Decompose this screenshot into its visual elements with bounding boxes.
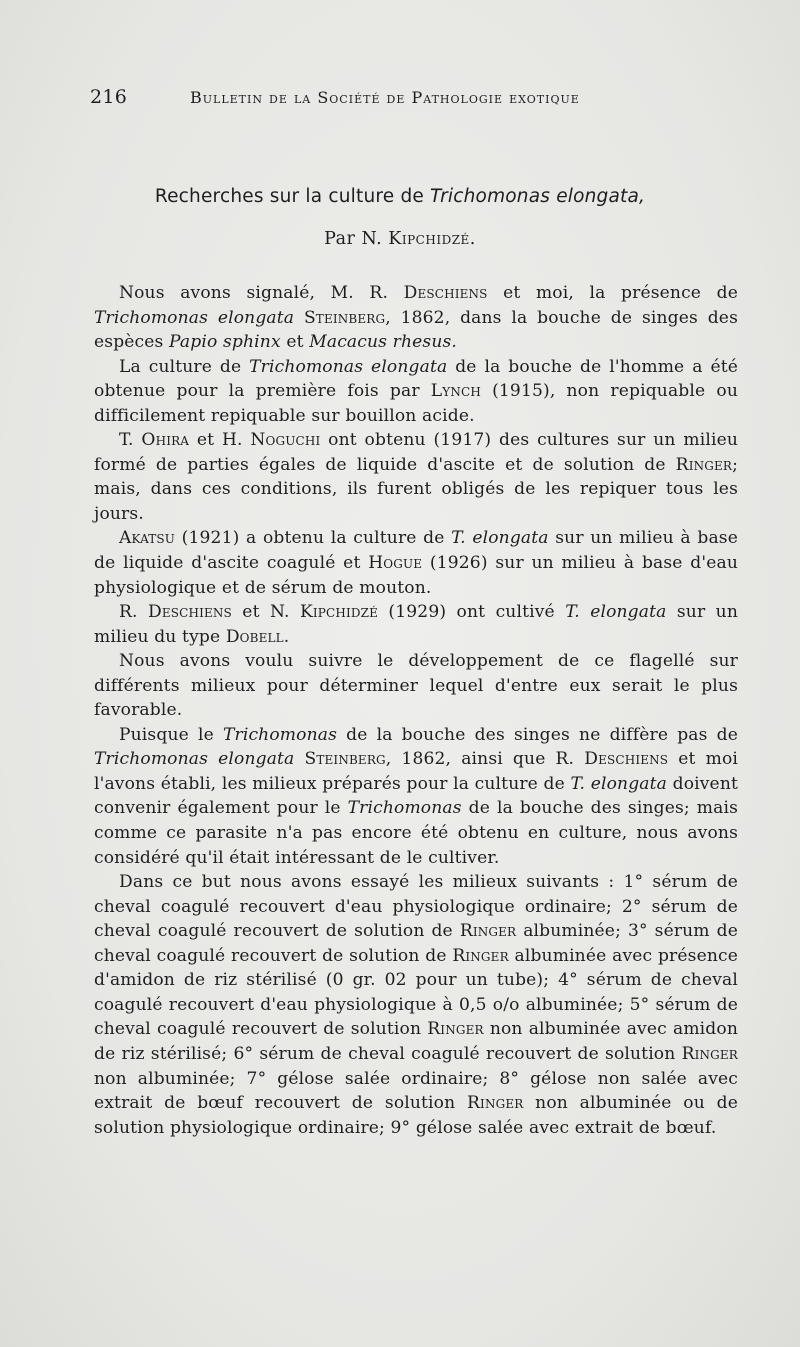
- author-name: Ringer: [427, 1019, 484, 1040]
- title-species: Trichomonas elongata,: [430, 186, 646, 207]
- paragraph-text: sur un milieu à base de liquide d'ascite coagulé et: [94, 528, 738, 574]
- paragraph-text: albuminée avec présence d'amidon de riz stérilisé (0 gr. 02 pour un tube); 4° sérum de cheval coagulé recouvert d'eau physiologique à 0,5 o/o albuminée; 5° sérum de cheval coagulé recouvert de solution: [94, 945, 738, 1040]
- body-paragraph: [94, 723, 738, 870]
- paragraph-text: albuminée; 3° sérum de cheval coagulé recouvert de solution de: [94, 921, 738, 966]
- author-name: Hogue: [368, 553, 423, 574]
- author-name: Ringer: [675, 454, 733, 475]
- italic-term: Trichomonas elongata: [94, 749, 295, 770]
- italic-term: Trichomonas: [222, 724, 338, 745]
- paragraph-text: et moi, la présence de: [487, 283, 738, 303]
- paragraph-text: de la bouche des singes; mais comme ce parasite n'a pas encore été obtenu en culture, nous avons considéré qu'il était intéressant de le cultiver.: [94, 798, 738, 868]
- paragraph-text: et: [280, 332, 310, 353]
- author-name: Ringer: [452, 945, 509, 966]
- italic-term: T. elongata: [565, 602, 667, 623]
- paragraph-text: non albuminée avec amidon de riz stérilisé; 6° sérum de cheval coagulé recouvert de solution: [94, 1019, 738, 1064]
- paragraph-text: .: [283, 626, 290, 647]
- paragraph-text: La culture de: [119, 356, 250, 377]
- author-name: Ringer: [467, 1093, 524, 1114]
- author-name: Deschiens: [148, 602, 232, 623]
- paragraph-text: [294, 749, 304, 769]
- author-name: Deschiens: [403, 283, 488, 303]
- body-paragraph: [94, 281, 738, 355]
- body-paragraph: [94, 526, 738, 600]
- author-name: Lynch: [430, 381, 481, 402]
- body-paragraph: [94, 870, 738, 1140]
- paragraph-text: (1921) a obtenu la culture de: [175, 528, 452, 549]
- italic-term: Trichomonas elongata: [94, 307, 295, 328]
- paragraph-text: de la bouche des singes ne diffère pas de: [337, 724, 739, 745]
- author-name: Steinberg: [303, 307, 386, 328]
- author-name: Deschiens: [584, 749, 669, 770]
- page-number: 216: [90, 86, 128, 108]
- paragraph-text: (1926) sur un milieu à base d'eau physiologique et de sérum de mouton.: [94, 553, 738, 598]
- author-name: Akatsu: [119, 528, 176, 549]
- paragraph-text: T.: [119, 430, 142, 451]
- body-paragraph: [94, 600, 738, 649]
- italic-term: T. elongata: [570, 773, 667, 794]
- italic-term: Trichomonas: [347, 798, 462, 819]
- paragraph-text: , 1862, dans la bouche de singes des espèces: [94, 307, 738, 353]
- paragraph-text: sur un milieu du type: [94, 602, 738, 647]
- italic-term: Trichomonas elongata: [249, 356, 448, 377]
- paragraph-text: non albuminée ou de solution physiologique ordinaire; 9° gélose salée avec extrait de bœuf.: [94, 1093, 738, 1138]
- paragraph-text: Puisque le: [119, 724, 223, 745]
- paragraph-text: , 1862, ainsi que R.: [385, 749, 585, 770]
- paragraph-text: de la bouche de l'homme a été obtenue pour la première fois par: [94, 356, 738, 402]
- paragraph-text: et H.: [189, 430, 251, 451]
- author-name: Noguchi: [250, 430, 321, 451]
- author-name: Ringer: [681, 1043, 738, 1064]
- author-name: Kipchidzé.: [388, 229, 476, 249]
- paragraph-text: ; mais, dans ces conditions, ils furent obligés de les repiquer tous les jours.: [94, 454, 738, 524]
- author-name: Dobell: [225, 626, 284, 647]
- paragraph-text: ont obtenu (1917) des cultures sur un milieu formé de parties égales de liquide d'ascite et de solution de: [94, 430, 738, 475]
- paragraph-text: Nous avons voulu suivre le développement de ce flagellé sur différents milieux pour déterminer lequel d'entre eux serait le plus favorable.: [94, 651, 738, 721]
- italic-term: Papio sphinx: [169, 332, 281, 353]
- article-title: [0, 186, 800, 207]
- paragraph-text: (1915), non repiquable ou difficilement repiquable sur bouillon acide.: [94, 381, 738, 426]
- body-paragraph: [94, 649, 738, 723]
- paragraph-text: R.: [119, 602, 148, 623]
- paragraph-text: et moi l'avons établi, les milieux préparés pour la culture de: [94, 749, 739, 794]
- byline-prefix: Par N.: [324, 229, 389, 249]
- author-name: Ringer: [459, 921, 517, 942]
- italic-term: T. elongata: [451, 528, 549, 549]
- byline: [0, 229, 800, 249]
- paragraph-text: Nous avons signalé, M. R.: [119, 283, 404, 303]
- paragraph-text: Dans ce but nous avons essayé les milieux suivants : 1° sérum de cheval coagulé recouvert d'eau physiologique ordinaire; 2° sérum de cheval coagulé recouvert de solution de: [94, 872, 738, 942]
- paragraph-text: et N.: [231, 602, 300, 623]
- body-paragraph: [94, 355, 738, 429]
- author-name: Ohira: [141, 430, 190, 451]
- title-text: Recherches sur la culture de: [154, 186, 431, 207]
- paragraph-text: (1929) ont cultivé: [378, 602, 566, 623]
- body-paragraph: [94, 428, 738, 526]
- paragraph-text: non albuminée; 7° gélose salée ordinaire; 8° gélose non salée avec extrait de bœuf recouvert de solution: [94, 1068, 738, 1114]
- paragraph-text: doivent convenir également pour le: [94, 773, 738, 819]
- author-name: Steinberg: [304, 749, 386, 770]
- paragraph-text: [294, 308, 304, 328]
- article-body: [94, 281, 738, 1140]
- italic-term: Macacus rhesus.: [309, 332, 457, 353]
- running-head: Bulletin de la Société de Pathologie exotique: [190, 88, 580, 107]
- author-name: Kipchidzé: [299, 602, 379, 623]
